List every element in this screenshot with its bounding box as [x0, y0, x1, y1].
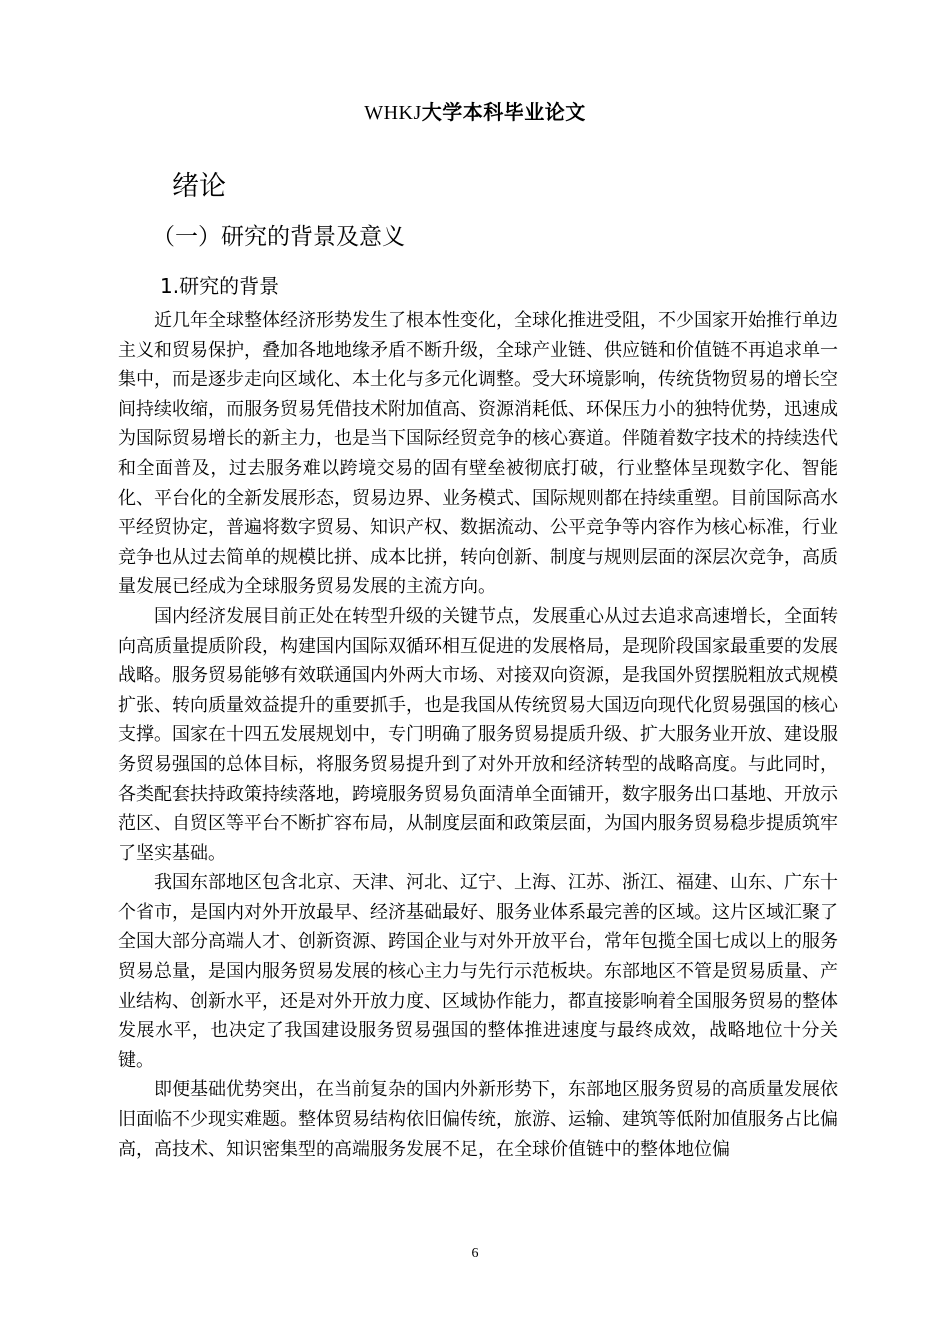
paragraph-3: 我国东部地区包含北京、天津、河北、辽宁、上海、江苏、浙江、福建、山东、广东十个省市，是国内对外开放最早、经济基础最好、服务业体系最完善的区域。这片区域汇聚了全国大部分高端人才、创新资源、跨国企业与对外开放平台，常年包揽全国七成以上的服务贸易总量，是国内服务贸易发展的核心主力与先行示范板块。东部地区不管是贸易质量、产业结构、创新水平，还是对外开放力度、区域协作能力，都直接影响着全国服务贸易的整体发展水平，也决定了我国建设服务贸易强国的整体推进速度与最终成效，战略地位十分关键。 [118, 872, 838, 1071]
header-title: 大学本科毕业论文 [421, 100, 586, 124]
paragraph-4: 即便基础优势突出，在当前复杂的国内外新形势下，东部地区服务贸易的高质量发展依旧面临不少现实难题。整体贸易结构依旧偏传统，旅游、运输、建筑等低附加值服务占比偏高，高技术、知识密集型的高端服务发展不足，在全球价值链中的整体地位偏 [118, 1079, 838, 1160]
chapter-title: 绪论 [172, 171, 226, 202]
body-text [118, 306, 838, 1164]
subsection-title: （一）研究的背景及意义 [152, 224, 405, 250]
paragraph-2: 国内经济发展目前正处在转型升级的关键节点，发展重心从过去追求高速增长，全面转向高质量提质阶段，构建国内国际双循环相互促进的发展格局，是现阶段国家最重要的发展战略。服务贸易能够有效联通国内外两大市场、对接双向资源，是我国外贸摆脱粗放式规模扩张、转向质量效益提升的重要抓手，也是我国从传统贸易大国迈向现代化贸易强国的核心支撑。国家在十四五发展规划中，专门明确了服务贸易提质升级、扩大服务业开放、建设服务贸易强国的总体目标，将服务贸易提升到了对外开放和经济转型的战略高度。与此同时，各类配套扶持政策持续落地，跨境服务贸易负面清单全面铺开，数字服务出口基地、开放示范区、自贸区等平台不断扩容布局，从制度层面和政策层面，为国内服务贸易稳步提质筑牢了坚实基础。 [118, 605, 838, 864]
header-latin: WHKJ [364, 102, 422, 124]
running-header [0, 96, 950, 125]
paragraph-1: 近几年全球整体经济形势发生了根本性变化，全球化推进受阻，不少国家开始推行单边主义和贸易保护，叠加各地地缘矛盾不断升级，全球产业链、供应链和价值链不再追求单一集中，而是逐步走向区域化、本土化与多元化调整。受大环境影响，传统货物贸易的增长空间持续收缩，而服务贸易凭借技术附加值高、资源消耗低、环保压力小的独特优势，迅速成为国际贸易增长的新主力，也是当下国际经贸竞争的核心赛道。伴随着数字技术的持续迭代和全面普及，过去服务难以跨境交易的固有壁垒被彻底打破，行业整体呈现数字化、智能化、平台化的全新发展形态，贸易边界、业务模式、国际规则都在持续重塑。目前国际高水平经贸协定，普遍将数字贸易、知识产权、数据流动、公平竞争等内容作为核心标准，行业竞争也从过去简单的规模比拼、成本比拼，转向创新、制度与规则层面的深层次竞争，高质量发展已经成为全球服务贸易发展的主流方向。 [118, 310, 838, 598]
page-number: 6 [471, 1246, 479, 1261]
subsubsection-title: 1.研究的背景 [160, 274, 280, 298]
